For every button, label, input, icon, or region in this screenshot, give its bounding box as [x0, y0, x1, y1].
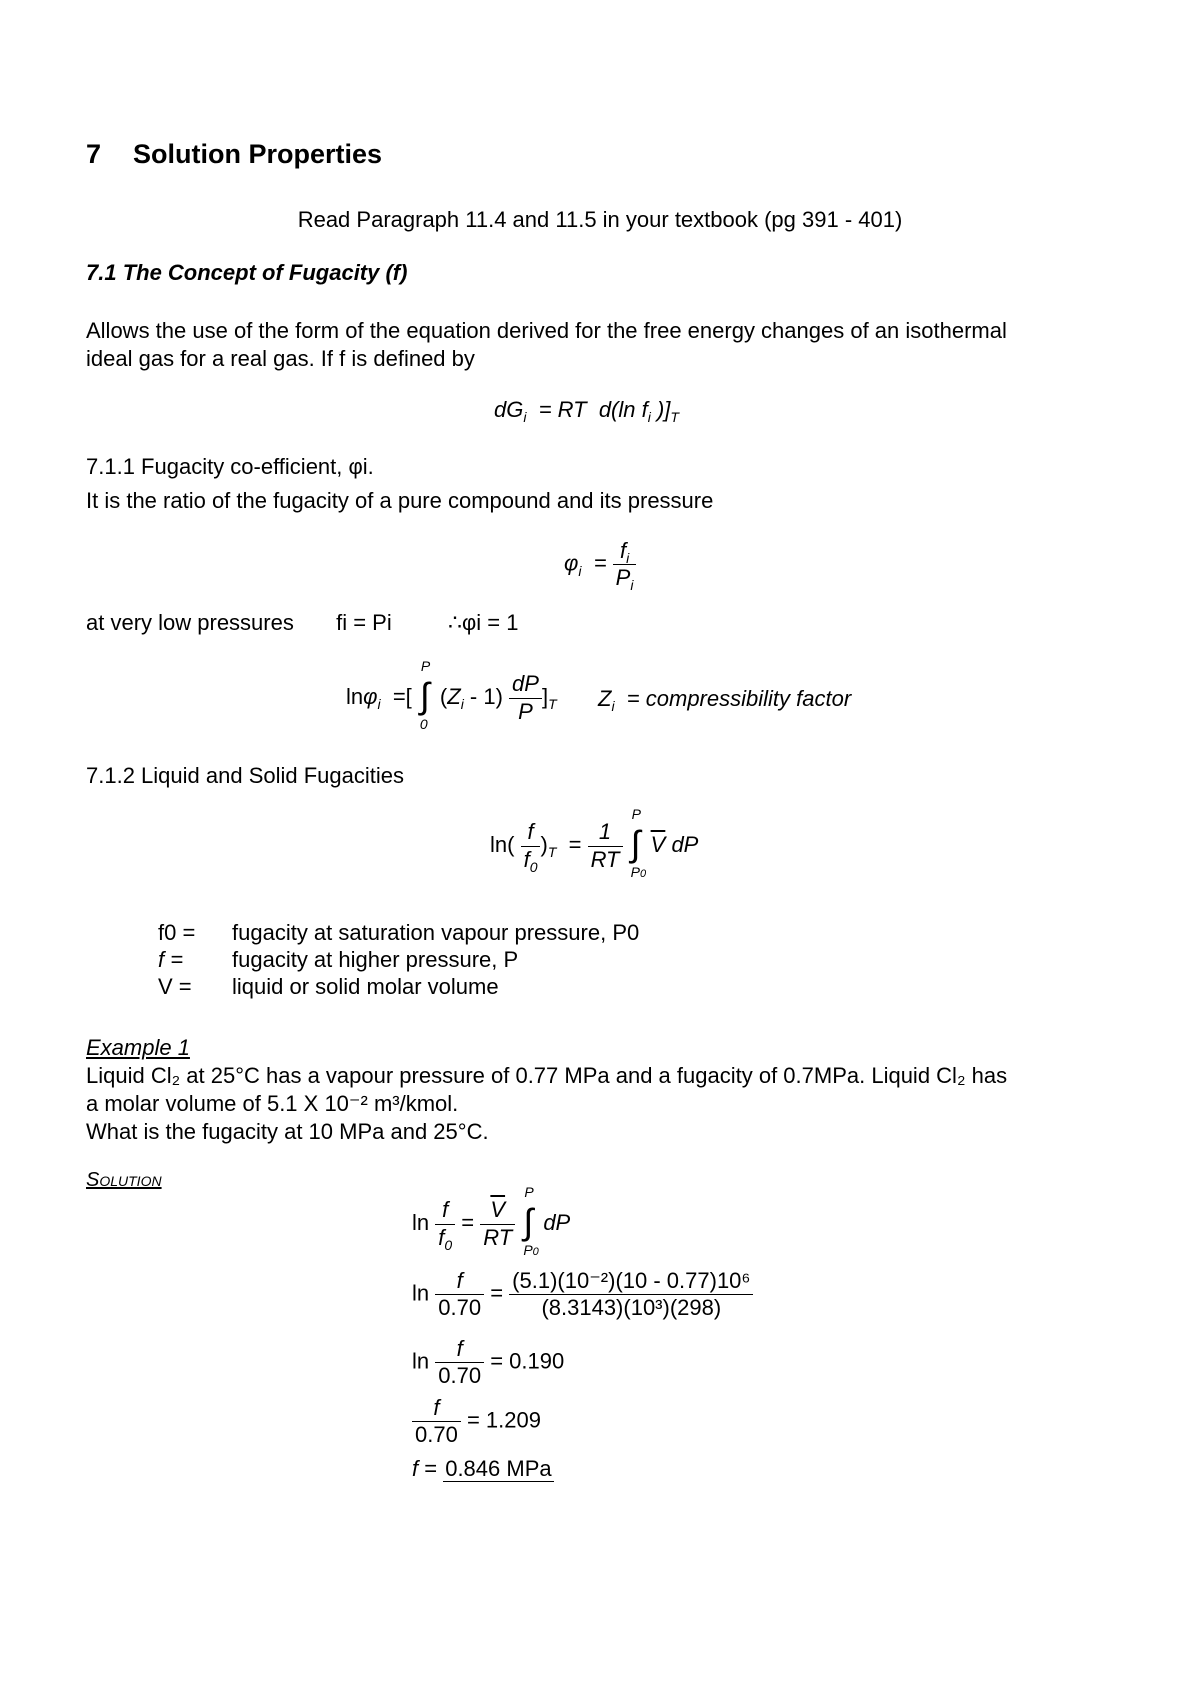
definition-symbol: f0 = — [158, 920, 196, 945]
subsection-heading: 7.1 The Concept of Fugacity (f) — [86, 260, 408, 285]
step-2-denominator: (8.3143)(10³)(298) — [541, 1295, 722, 1321]
definitions-list — [158, 919, 639, 1000]
definition-item — [158, 973, 639, 1000]
definition-meaning: fugacity at higher pressure, P — [232, 947, 519, 972]
section-heading — [86, 140, 382, 168]
example-title: Example 1 — [86, 1035, 190, 1060]
example-line-3: What is the fugacity at 10 MPa and 25°C. — [86, 1119, 489, 1144]
equation-fugacity-coefficient: $\varphi_i$ = $\frac{f_i}{P_i}$ — [564, 538, 636, 592]
definition-symbol: f = — [158, 947, 184, 972]
compressibility-note: $Z_i$ = compressibility factor — [598, 686, 852, 714]
step-3-result: = 0.190 — [490, 1348, 565, 1374]
reading-note: Read Paragraph 11.4 and 11.5 in your textbook (pg 391 - 401) — [297, 207, 903, 232]
equation-fugacity-definition: $dG_i$ = RT d(ln $f_i$ )]$_T$ — [494, 397, 679, 425]
solution-step-2: ln $\frac{f}{0.70}$ = $\frac{\text{(5.1)(10⁻²)(10 - 0.77)10⁶}}{\text{(8.3143)(10³)(298)}}$ — [412, 1268, 753, 1322]
final-answer: 0.846 MPa — [445, 1456, 552, 1481]
solution-step-1: ln $\frac{f}{f_0}$ = $\frac{\overline{V}}{RT}$ P ∫ P0 dP — [412, 1184, 571, 1258]
definition-meaning: liquid or solid molar volume — [232, 974, 499, 999]
example-line-1: Liquid Cl₂ at 25°C has a vapour pressure of 0.77 MPa and a fugacity of 0.7MPa. Liquid Cl₂ has — [86, 1063, 1008, 1088]
subsection-712-heading: 7.1.2 Liquid and Solid Fugacities — [86, 763, 404, 788]
low-pressure-relation: fi = Pi — [336, 610, 392, 635]
section-number: 7 — [86, 139, 102, 169]
equation-ln-phi: lnφ$_i$ =[ P ∫ 0 $(Z_i - 1)$ $\frac{dP}{P}$ ]$_T$ — [346, 658, 557, 732]
solution-step-4: $\frac{f}{0.70}$ = 1.209 — [412, 1395, 541, 1449]
intro-paragraph — [86, 317, 1126, 373]
equation-liquid-fugacity: ln( $\frac{f}{f_0}$ )$_T$ = $\frac{1}{RT}$ P ∫ P0 $\overline{V}$ dP — [490, 806, 699, 880]
definition-meaning: fugacity at saturation vapour pressure, P0 — [232, 920, 640, 945]
step-4-result: = 1.209 — [466, 1407, 541, 1433]
intro-line-2: ideal gas for a real gas. If f is defined by — [86, 346, 475, 371]
step-2-numerator: (5.1)(10⁻²)(10 - 0.77)10⁶ — [509, 1268, 753, 1295]
subsection-711-heading: 7.1.1 Fugacity co-efficient, φi. — [86, 454, 374, 479]
low-pressure-result: ∴φi = 1 — [448, 610, 519, 635]
subsection-711-text: It is the ratio of the fugacity of a pure compound and its pressure — [86, 488, 714, 513]
solution-label: Solution — [86, 1169, 162, 1191]
low-pressure-text: at very low pressures — [86, 610, 294, 635]
definition-symbol: V = — [158, 974, 192, 999]
solution-final: f = 0.846 MPa — [412, 1456, 552, 1481]
low-pressure-line — [86, 609, 518, 637]
definition-item — [158, 919, 639, 946]
solution-step-3: ln $\frac{f}{0.70}$ = 0.190 — [412, 1336, 565, 1389]
definition-item — [158, 946, 639, 973]
example-line-2: a molar volume of 5.1 X 10⁻² m³/kmol. — [86, 1091, 459, 1116]
section-title: Solution Properties — [133, 139, 383, 169]
intro-line-1: Allows the use of the form of the equation derived for the free energy changes of an isothermal — [86, 318, 1007, 343]
